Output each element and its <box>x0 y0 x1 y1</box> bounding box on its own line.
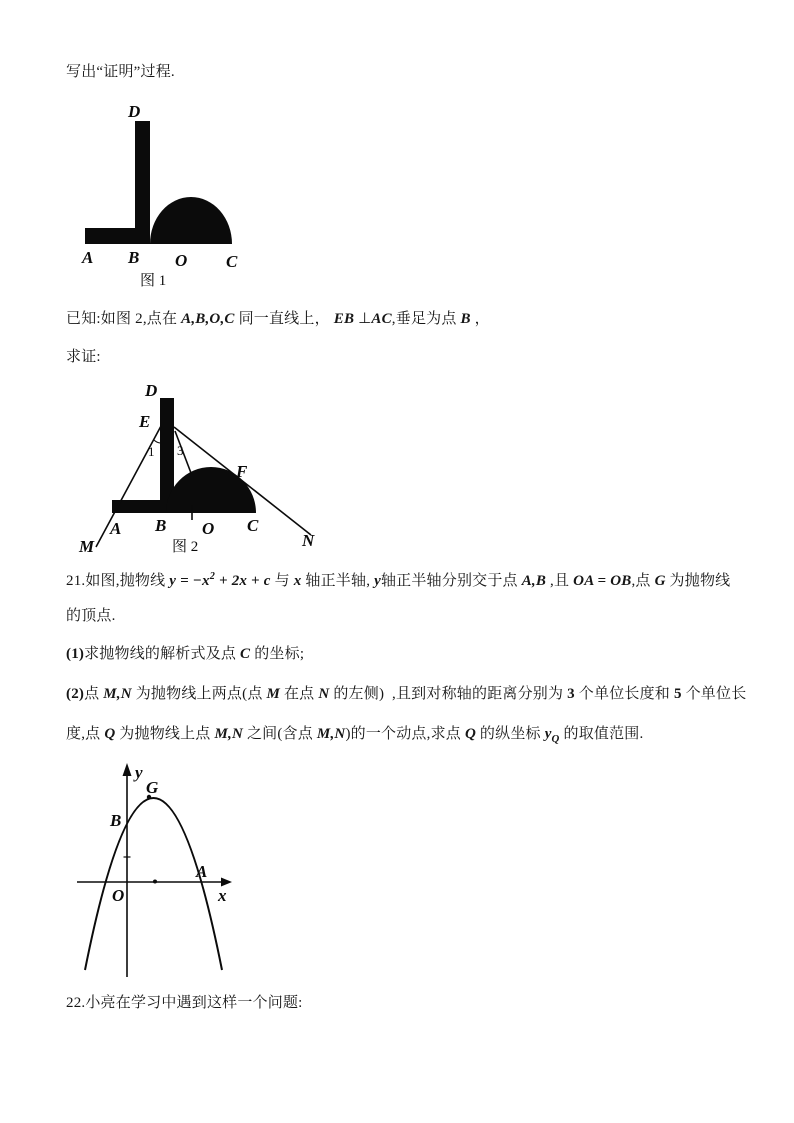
figure2-geometry-diagram <box>70 378 330 560</box>
figure2-label-a: A <box>110 519 122 538</box>
figure1-label-d: D <box>128 102 141 121</box>
figure1-label-b: B <box>128 248 140 267</box>
text-line-intro: 写出“证明”过程. <box>66 64 175 80</box>
graph-label-x: x <box>218 886 227 905</box>
figure2-angle3-label: 3 <box>177 443 184 458</box>
text-line-given: 已知:如图 2,点在 A,B,O,C 同一直线上， EB ⊥AC,垂足为点 B ， <box>66 311 490 327</box>
text-line-problem21-part1: (1)求抛物线的解析式及点 C 的坐标; <box>66 646 305 662</box>
figure1-label-o: O <box>175 251 188 270</box>
text-line-prove: 求证: <box>66 349 101 365</box>
figure2-label-e: E <box>139 412 151 431</box>
text-line-problem22: 22.小亮在学习中遇到这样一个问题: <box>66 995 303 1011</box>
figure1-label-c: C <box>226 252 238 271</box>
figure1-geometry-diagram <box>75 100 255 295</box>
text-line-problem21-1: 21.如图,抛物线 $y = -x^2 + 2x + c$ 与 x 轴正半轴, y轴正半轴分别交于点 A,B ,且 OA = OB,点 G 为抛物线 <box>66 571 731 589</box>
graph-label-y: y <box>135 763 143 782</box>
figure1-vertical-bar <box>135 121 150 244</box>
x-axis-point <box>153 880 157 884</box>
y-axis-arrow-icon <box>123 763 132 776</box>
figure2-label-f: F <box>236 462 248 481</box>
figure2-angle1-label: 1 <box>148 444 155 459</box>
figure2-label-b: B <box>155 516 167 535</box>
graph-label-b: B <box>110 811 122 830</box>
figure1-caption: 图 1 <box>140 273 167 289</box>
text-line-problem21-2: 的顶点. <box>66 608 116 624</box>
graph-label-g: G <box>146 778 159 797</box>
figure2-label-n: N <box>302 531 315 550</box>
figure2-label-d: D <box>145 381 158 400</box>
text-line-problem21-part2-1: (2)点 M,N 为抛物线上两点(点 M 在点 N 的左侧) ,且到对称轴的距离分别为 3 个单位长度和 5 个单位长 <box>66 686 747 702</box>
figure2-label-m: M <box>79 537 95 556</box>
figure1-label-a: A <box>82 248 94 267</box>
figure2-angle-arc <box>154 440 160 443</box>
figure1-semicircle <box>150 197 232 244</box>
parabola-curve <box>85 798 222 970</box>
parabola-graph <box>70 758 250 980</box>
text-line-problem21-part2-2: 度,点 Q 为抛物线上点 M,N 之间(含点 M,N)的一个动点,求点 Q 的纵坐标 $y_Q$ 的取值范围. <box>66 726 644 745</box>
figure2-label-o: O <box>202 519 215 538</box>
graph-label-o: O <box>112 886 125 905</box>
figure1-horizontal-bar <box>85 228 137 244</box>
figure2-caption: 图 2 <box>172 539 199 555</box>
figure2-label-c: C <box>247 516 259 535</box>
graph-label-a: A <box>196 862 208 881</box>
